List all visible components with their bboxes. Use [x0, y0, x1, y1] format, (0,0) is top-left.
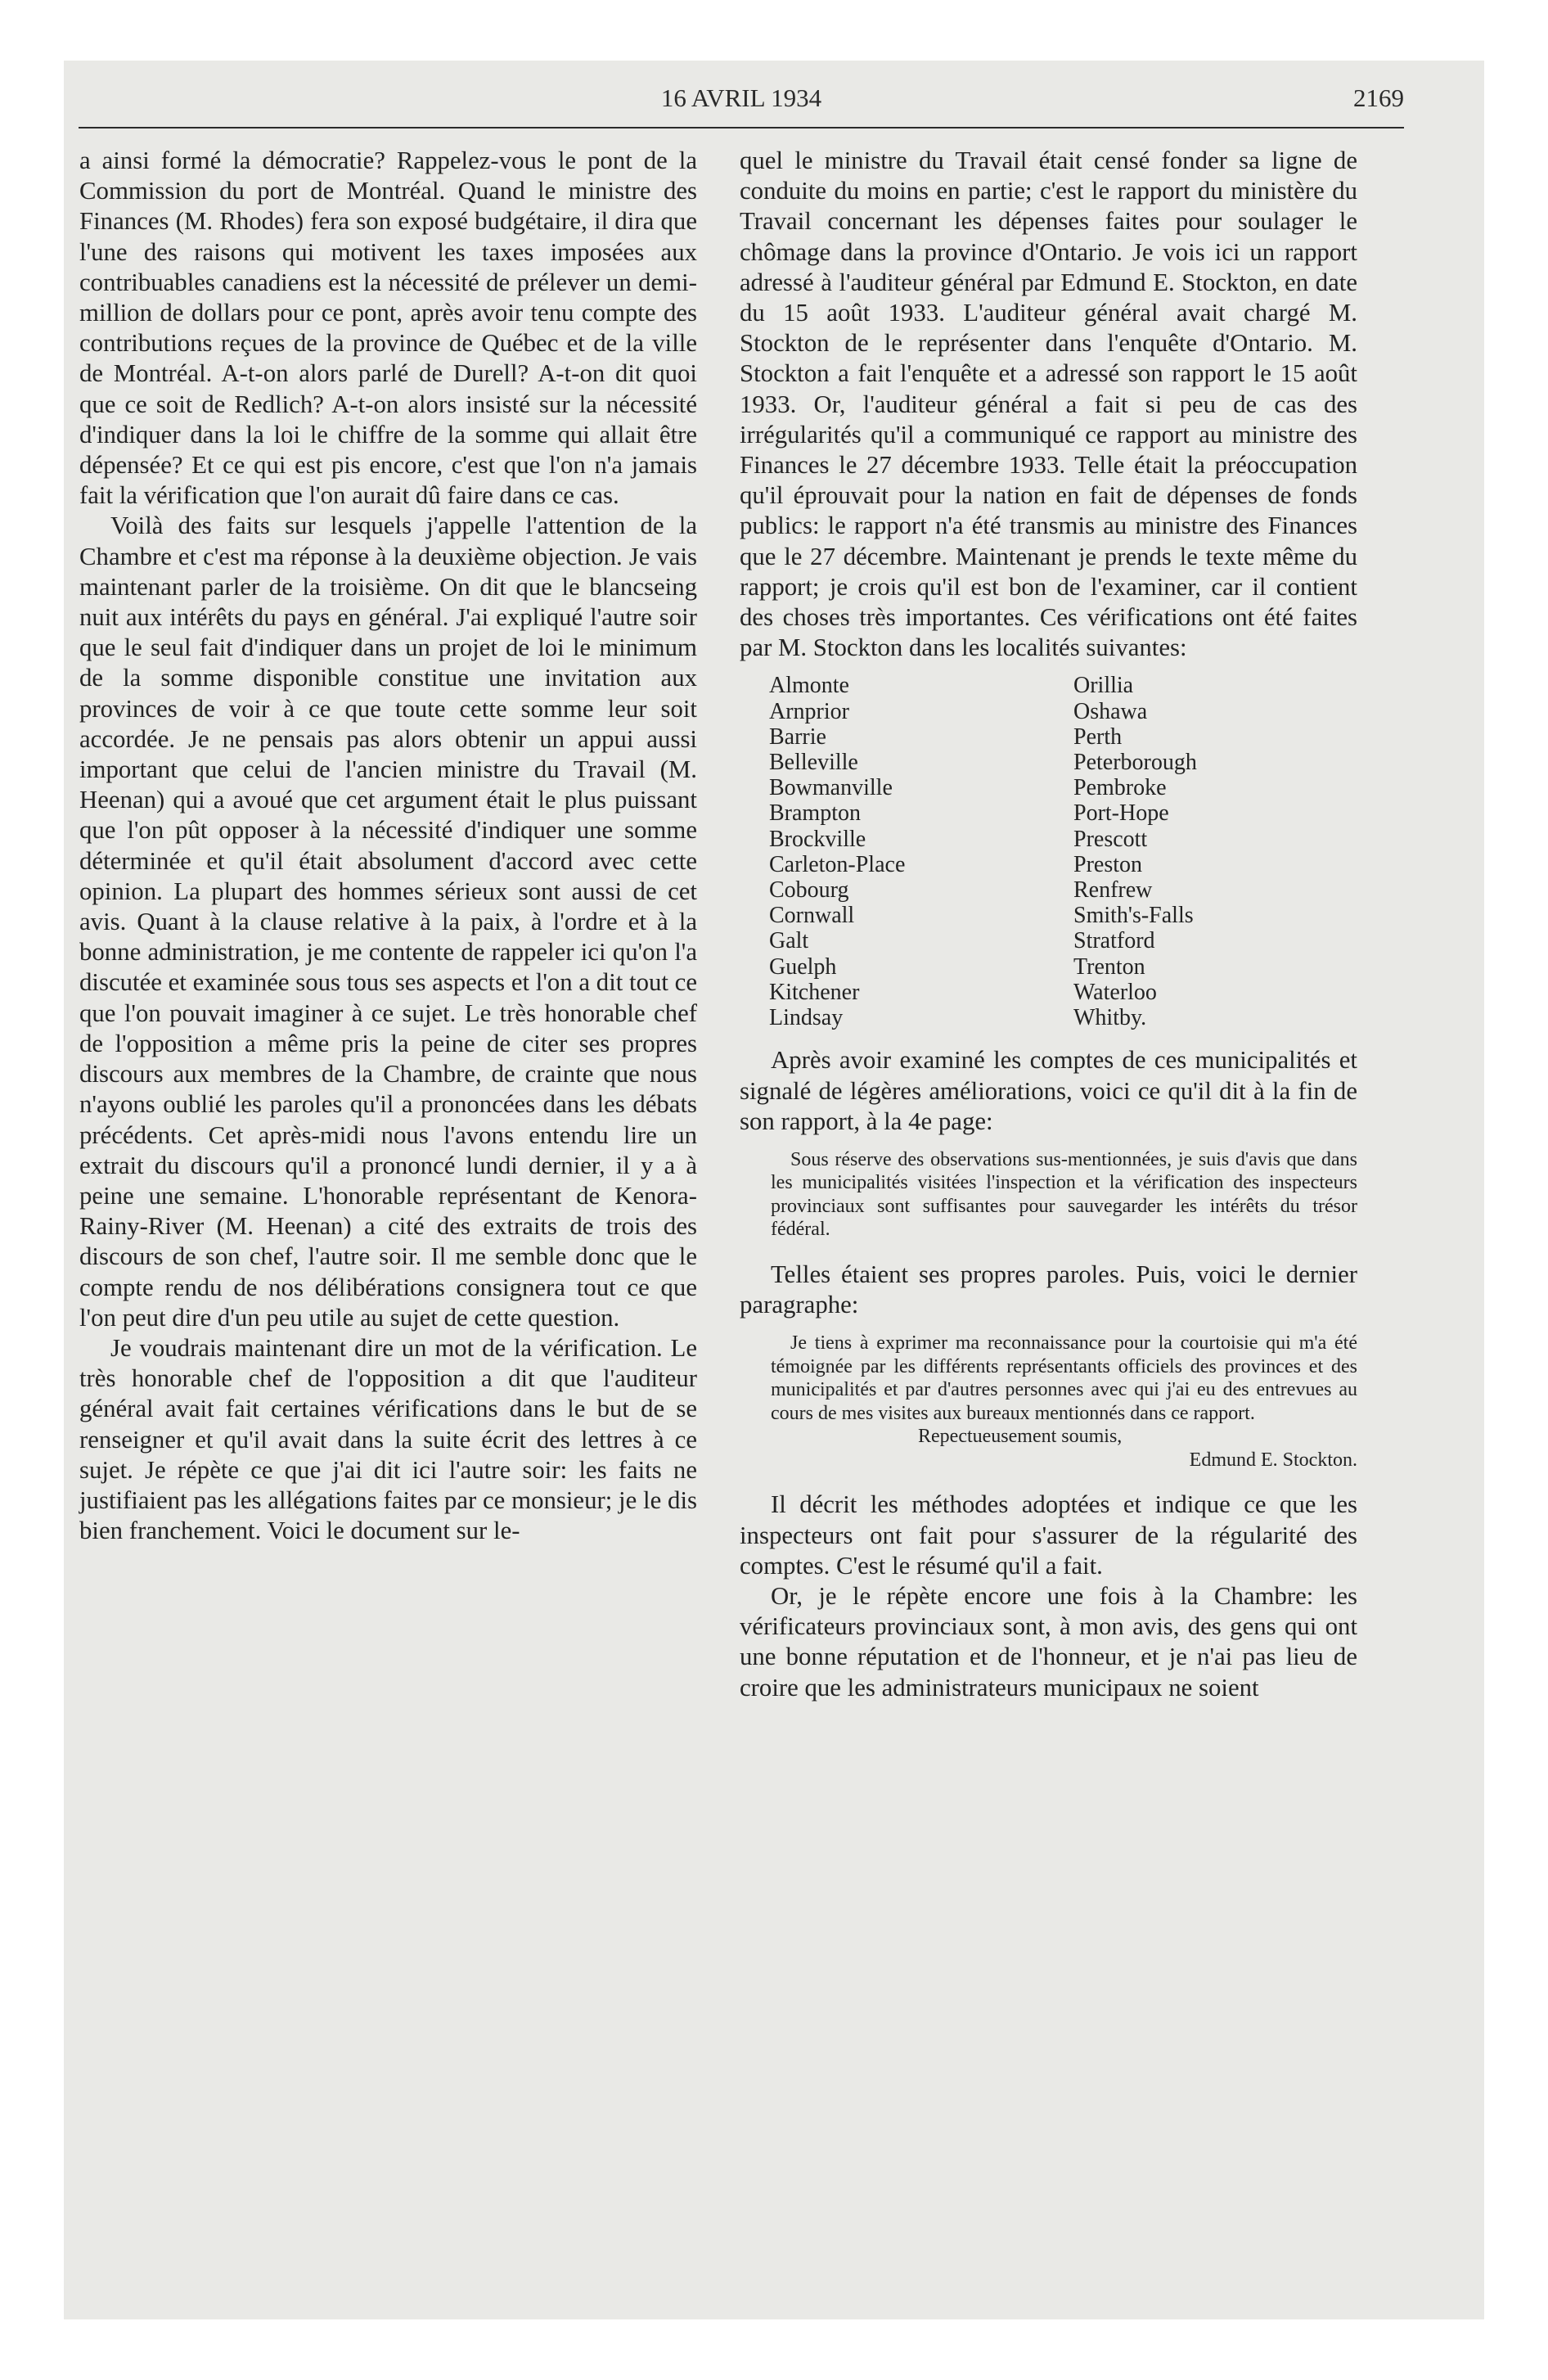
locality-item: Trenton — [1073, 953, 1145, 980]
report-quote-2 — [771, 1332, 1357, 1472]
locality-item: Peterborough — [1073, 750, 1197, 776]
locality-item: Perth — [1073, 723, 1123, 750]
locality-item: Whitby. — [1073, 1005, 1147, 1031]
locality-item: Arnprior — [769, 698, 849, 724]
quote-1-text: Sous réserve des observations sus-mentionnées, je suis d'avis que dans les municipalités visitées l'inspection et la vérification des inspecteurs provinciaux sont suffisantes pour sauvegarder les intérêts du trésor fédéral. — [771, 1148, 1357, 1241]
locality-item: Cobourg — [769, 877, 849, 904]
locality-item: Brampton — [769, 800, 861, 827]
localities-column-1 — [769, 673, 1073, 1030]
locality-item: Oshawa — [1073, 698, 1148, 724]
locality-item: Kitchener — [769, 979, 860, 1005]
quote-signoff: Repectueusement soumis, — [918, 1426, 1123, 1448]
right-paragraph-5: Or, je le répète encore une fois à la Chambre: les vérificateurs provinciaux sont, à mon avis, des gens qui ont une bonne réputation et de l'honneur, et je n'ai pas lieu de croire que les administrateurs municipaux ne soient — [740, 1581, 1357, 1702]
locality-item: Carleton-Place — [769, 851, 906, 877]
locality-item: Stratford — [1073, 928, 1155, 954]
locality-item: Barrie — [769, 723, 826, 750]
right-paragraph-3: Telles étaient ses propres paroles. Puis, voici le dernier paragraphe: — [740, 1260, 1357, 1319]
locality-item: Preston — [1073, 851, 1142, 877]
locality-item: Cornwall — [769, 903, 855, 929]
locality-item: Galt — [769, 928, 809, 954]
localities-column-2 — [1073, 673, 1197, 1030]
locality-item: Guelph — [769, 953, 837, 980]
locality-item: Brockville — [769, 826, 866, 852]
page-number: 2169 — [1353, 83, 1404, 112]
left-paragraph-3: Je voudrais maintenant dire un mot de la vérification. Le très honorable chef de l'opposition a dit que l'auditeur général avait fait certaines vérifications dans le but de se renseigner et qu'il avait dans la suite écrit des lettres à ce sujet. Je répète ce que j'ai dit ici l'autre soir: les faits ne justifiaient pas les allégations faites par ce monsieur; je le dis bien franchement. Voici le document sur le- — [79, 1333, 697, 1545]
locality-item: Renfrew — [1073, 877, 1153, 904]
locality-item: Waterloo — [1073, 979, 1157, 1005]
locality-item: Prescott — [1073, 826, 1148, 852]
right-paragraph-4: Il décrit les méthodes adoptées et indique ce que les inspecteurs ont fait pour s'assurer de la régularité des comptes. C'est le résumé qu'il a fait. — [740, 1490, 1357, 1580]
page-date: 16 AVRIL 1934 — [660, 83, 822, 112]
quote-signature-name: Edmund E. Stockton. — [1189, 1449, 1357, 1471]
header-rule — [79, 127, 1404, 128]
right-paragraph-2: Après avoir examiné les comptes de ces municipalités et signalé de légères améliorations, voici ce qu'il dit à la fin de son rapport, à la 4e page: — [740, 1046, 1357, 1135]
locality-item: Port-Hope — [1073, 800, 1169, 827]
locality-item: Smith's-Falls — [1073, 903, 1194, 929]
left-paragraph-1: a ainsi formé la démocratie? Rappelez-vous le pont de la Commission du port de Montréal. Quand le ministre des Finances (M. Rhodes) fera son exposé budgétaire, il dira que l'une des raisons qui motivent les taxes imposées aux contribuables canadiens est la nécessité de prélever un demi-million de dollars pour ce pont, après avoir tenu compte des contributions reçues de la province de Québec et de la ville de Montréal. A-t-on alors parlé de Durell? A-t-on dit quoi que ce soit de Redlich? A-t-on alors insisté sur la nécessité d'indiquer dans la loi le chiffre de la somme qui allait être dépensée? Et ce qui est pis encore, c'est que l'on n'a jamais fait la vérification que l'on aurait dû faire dans ce cas. — [79, 146, 697, 510]
localities-list — [740, 673, 1357, 1030]
left-paragraph-2: Voilà des faits sur lesquels j'appelle l'attention de la Chambre et c'est ma réponse à la deuxième objection. Je vais maintenant parler de la troisième. On dit que le blancseing nuit aux intérêts du pays en général. J'ai expliqué l'autre soir que le seul fait d'indiquer dans un projet de loi le minimum de la somme disponible constitue une invitation aux provinces de voir à ce que toute cette somme leur soit accordée. Je ne pensais pas alors obtenir un appui aussi important que celui de l'ancien ministre du Travail (M. Heenan) qui a avoué que cet argument était le plus puissant que l'on pût opposer à la nécessité d'indiquer une somme déterminée et qu'il était absolument d'accord avec cette opinion. La plupart des hommes sérieux sont aussi de cet avis. Quant à la clause relative à la paix, à l'ordre et à la bonne administration, je me contente de rappeler ici qu'on l'a discutée et examinée sous tous ses aspects et l'on a dit tout ce que l'on pouvait imaginer à ce sujet. Le très honorable chef de l'opposition a même pris la peine de citer ses propres discours aux membres de la Chambre, de crainte que nous n'ayons oublié les paroles qu'il a prononcées dans les débats précédents. Cet après-midi nous l'avons entendu lire un extrait du discours qu'il a prononcé lundi dernier, il y a à peine une semaine. L'honorable représentant de Kenora-Rainy-River (M. Heenan) a cité des extraits de trois des discours de son chef, l'autre soir. Il me semble donc que le compte rendu de nos délibérations consignera tout ce que l'on peut dire d'un peu utile au sujet de cette question. — [79, 512, 697, 1332]
locality-item: Lindsay — [769, 1005, 844, 1031]
locality-item: Almonte — [769, 673, 849, 699]
locality-item: Pembroke — [1073, 775, 1167, 801]
page-header — [79, 83, 1404, 124]
right-column — [740, 146, 1357, 1703]
report-quote-1 — [771, 1148, 1357, 1242]
left-column — [79, 146, 697, 1546]
right-paragraph-1: quel le ministre du Travail était censé fonder sa ligne de conduite du moins en partie; c'est le rapport du ministère du Travail concernant les dépenses faites pour soulager le chômage dans la province d'Ontario. Je vois ici un rapport adressé à l'auditeur général par Edmund E. Stockton, en date du 15 août 1933. L'auditeur général avait chargé M. Stockton de le représenter dans l'enquête d'Ontario. M. Stockton a fait l'enquête et a adressé son rapport le 15 août 1933. Or, l'auditeur général a fait si peu de cas des irrégularités qu'il a communiqué ce rapport au ministre des Finances le 27 décembre 1933. Telle était la préoccupation qu'il éprouvait pour la nation en fait de dépenses de fonds publics: le rapport n'a été transmis au ministre des Finances que le 27 décembre. Maintenant je prends le texte même du rapport; je crois qu'il est bon de l'examiner, car il contient des choses très importantes. Ces vérifications ont été faites par M. Stockton dans les localités suivantes: — [740, 146, 1357, 662]
locality-item: Belleville — [769, 750, 858, 776]
quote-2-text: Je tiens à exprimer ma reconnaissance pour la courtoisie qui m'a été témoignée par les différents représentants officiels des provinces et des municipalités et par d'autres personnes avec qui j'ai eu des entrevues au cours de mes visites aux bureaux mentionnés dans ce rapport. — [771, 1332, 1357, 1424]
locality-item: Bowmanville — [769, 775, 893, 801]
locality-item: Orillia — [1073, 673, 1134, 699]
